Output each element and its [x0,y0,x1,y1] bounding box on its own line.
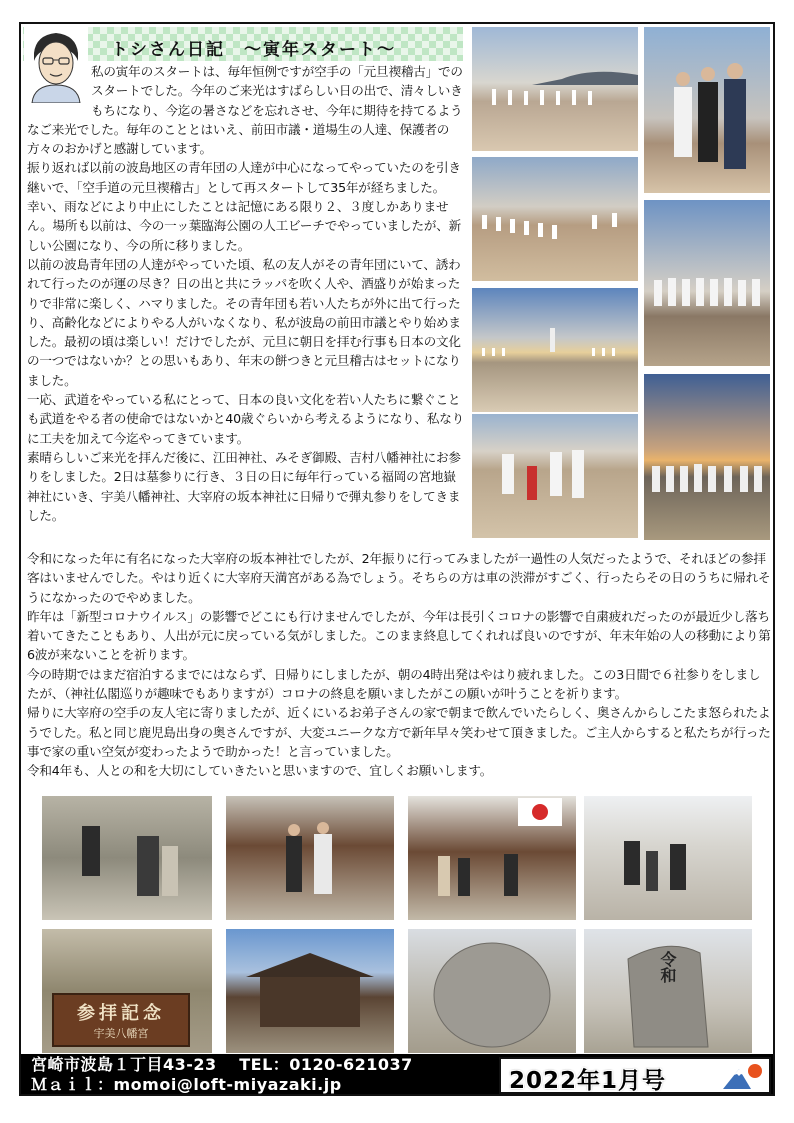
photo-sunrise-ocean [472,288,638,412]
paragraph: 令和になった年に有名になった大宰府の坂本神社でしたが、2年振りに行ってみましたが一過性の人気だったようで、それほどの参拝客はいませんでした。やはり近くに大宰府天満宮がある為でしょう。そちらの方は車の渋滞がすごく、行ったらその日のうちに帰れそうになかったのでやめました。 [27,551,771,605]
paragraph: 令和4年も、人との和を大切にしていきたいと思いますので、宜しくお願いします。 [27,763,493,779]
photo-dawn-group [644,374,770,540]
photo-beach-practice-wide [472,27,638,151]
photo-leaders-standing [644,27,770,193]
issue-label: 2022年1月号 [509,1068,667,1094]
paragraph: 私の寅年のスタートは、毎年恒例ですが空手の「元旦禊稽古」でのスタートでした。今年のご来光はすばらしい日の出で、清々しいきもちになり、今迄の暑さなどを忘れさせ、今年に期待を持てるようなご来光でした。毎年のこととはいえ、前田市議・道場生の人達、保護者の方々のおかげと感謝しています。 [27,64,463,157]
email-address: Ｍａｉｌ：momoi@loft-miyazaki.jp [31,1075,342,1094]
page-title: トシさん日記 ～寅年スタート～ [111,40,396,60]
photo-stone-monument [408,929,576,1053]
photo-shrine-gate-family [226,796,394,920]
address-phone: 宮崎市波島１丁目43-23 TEL：0120-621037 [31,1055,413,1074]
column-text [27,62,468,525]
footer-bar [21,1054,773,1096]
paragraph: 昨年は「新型コロナウイルス」の影響でどこにも行けませんでしたが、今年は長引くコロナの影響で自粛疲れだったのが最近少し落ち着いてきたこともあり、人出が元に戻っている気がしました。このまま終息してくれれば良いのですが、年末年始の人の移動により第6波が来ないことを祈ります。 [27,608,771,663]
photo-beach-kata-line [472,157,638,281]
paragraph: 一応、武道をやっている私にとって、日本の良い文化を若い人たちに繋ぐことも武道をやる者の使命ではないかと40歳ぐらいから考えるようになり、私なりに工夫を加えて今迄やってきています。 [27,392,465,446]
paragraph: 振り返れば以前の波島地区の青年団の人達が中心になってやっていたのを引き継いで、「空手道の元旦禊稽古」として再スタートして35年が経ちました。 [27,160,461,195]
issue-label-box [499,1057,771,1094]
photo-shrine-courtyard [584,796,752,920]
paragraph: 以前の波島青年団の人達がやっていた頃、私の友人がその青年団にいて、誘われて行ったのが運の尽き？日の出と共にラッパを吹く人や、酒盛りが始まったりで非常に楽しく、ハマりました。その青年団も若い人たちが外に出て行ったり、高齢化などによりやる人がいなくなり、私が波島の前田市議とやり始めました。最初の頃は楽しい！だけでしたが、元旦に朝日を拝む行事も日本の文化の一つではないか？との思いもあり、年末の餅つきと元旦稽古はセットになりました。 [27,256,461,388]
stone-inscription: 令和 [658,951,677,983]
photo-reiwa-stone [584,929,752,1053]
mount-fuji-sunrise-icon [721,1061,765,1091]
title-banner [23,27,463,61]
photo-shrine-building [226,929,394,1053]
photo-shrine-plaque [42,929,212,1053]
photo-group-sunrise [644,200,770,366]
paragraph: 幸い、雨などにより中止にしたことは記憶にある限り２、３度しかありません。場所も以前は、今の一ッ葉臨海公園の人工ビーチでやっていましたが、新しい公園になり、今の所に移りました。 [27,199,462,253]
paragraph: 帰りに大宰府の空手の友人宅に寄りましたが、近くにいるお弟子さんの家で朝まで飲んでいたらしく、奥さんからしこたま怒られたようでした。私と同じ鹿児島出身の奥さんですが、大変ユニークな方で新年早々笑わせて頂きました。ご主人からすると私たちが行った事で家の重い空気が変わったようで助かった！と言っていました。 [27,705,771,759]
contact-info [31,1055,413,1095]
plaque-text: 参拝記念 [77,1003,165,1024]
newsletter-page [19,22,775,1096]
full-width-text [27,549,771,781]
photo-shrine-steps [42,796,212,920]
plaque-subtext: 宇美八幡宮 [93,1027,149,1040]
plaque-sign [52,993,190,1047]
paragraph: 素晴らしいご来光を拝んだ後に、江田神社、みそぎ御殿、吉村八幡神社にお参りをしました。2日は墓参りに行き、３日の日に毎年行っている福岡の宮地嶽神社にいき、宇美八幡神社、大宰府の坂本神社に日帰りで弾丸参りをしてきました。 [27,449,461,523]
paragraph: 今の時期ではまだ宿泊するまでにはならず、日帰りにしましたが、朝の4時出発はやはり疲れました。この3日間で６社参りをしましたが、（神社仏閣巡りが趣味でもありますが）コロナの終息を願いましたがこの願いが叶うことを祈ります。 [27,666,761,702]
photo-shrine-flag-family [408,796,576,920]
photo-children-beach [472,414,638,538]
